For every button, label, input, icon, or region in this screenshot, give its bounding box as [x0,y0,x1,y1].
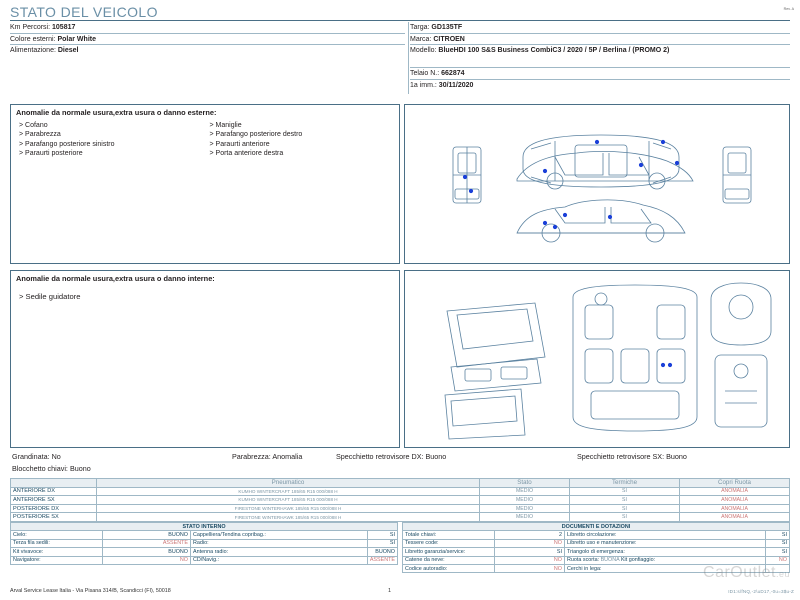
data-row: Targa: GD135TF [410,22,790,34]
table-row: ANTERIORE DX KUMHO WINTERCRAFT 185/65 R15 000/088 H MEDIO SI ANOMALIA [11,487,790,496]
internal-anomalies-list [11,283,399,302]
internal-anomalies-box [10,270,400,448]
external-anomalies-box [10,104,400,264]
list-item: > Parabrezza [19,131,61,139]
data-row: Km Percorsi: 105817 [10,22,405,34]
interior-diagram-svg [405,271,790,448]
data-row: Alimentazione: Diesel [10,47,79,54]
revision-note: Rev. A [783,7,794,11]
list-item: > Sedile guidatore [19,292,81,301]
condition-mirror-sx: Specchietto retrovisore SX: Buono [577,452,687,461]
watermark: CarOutlet.eu [703,564,790,581]
vertical-divider [408,22,409,94]
tyres-table [10,478,790,522]
footer-company: Arval Service Lease Italia - Via Pisana 314/B, Scandicci (FI), 50018 [10,588,171,594]
data-row: 1a imm.: 30/11/2020 [410,81,474,89]
table-header-row [11,479,790,488]
table-row: POSTERIORE DX FIRESTONE WINTERHAWK 185/65 R15 000/088 H MEDIO SI ANOMALIA [11,504,790,513]
data-row: Modello: BlueHDI 100 S&S Business CombiC3 / 2020 / 5P / Berlina / (PROMO 2) [410,45,790,68]
table-row: Cielo: BUONO Cappelliera/Tendina copribag.: SI [11,531,398,539]
exterior-diagram-svg [405,105,790,264]
external-anomalies-list [11,117,399,159]
external-anomalies-heading: Anomalie da normale usura,extra usura o danno esterne: [16,108,217,117]
tyre-col-copriruota: Copri Ruota [680,479,790,488]
tyre-col-pneumatico: Pneumatico [97,479,480,488]
data-row: Colore esterni: Polar White [10,34,405,46]
data-row: Marca: CITROEN [410,34,790,46]
table-header-row [403,523,790,531]
data-row: Telaio N.: 662874 [410,68,790,80]
table-row: POSTERIORE SX FIRESTONE WINTERHAWK 185/65 R15 000/088 H MEDIO SI ANOMALIA [11,513,790,522]
table-row: ANTERIORE SX KUMHO WINTERCRAFT 185/65 R15 000/088 H MEDIO SI ANOMALIA [11,496,790,505]
exterior-damage-diagram [404,104,790,264]
documents-title: DOCUMENTI E DOTAZIONI [403,523,790,531]
condition-blocchetto: Blocchetto chiavi: Buono [12,464,91,473]
tyre-col-stato: Stato [480,479,570,488]
internal-anomalies-heading: Anomalie da normale usura,extra usura o danno interne: [16,274,215,283]
footer-page-number: 1 [388,588,392,594]
table-row: Kit vivavoce: BUONO Antenna radio: BUONO [11,548,398,556]
list-item: > Parafango posteriore destro [209,131,303,139]
list-item: > Parafango posteriore sinistro [19,140,115,148]
footer-doc-id: ID1:s/fNQ,-2\uD17,-0u=3$u-Z [728,589,794,594]
table-row: Totale chiavi: 2 Libretto circolazione: SI [403,531,790,539]
vehicle-data-block [10,22,790,94]
table-row: Libretto garanzia/service: SI Triangolo di emergenza: SI [403,548,790,556]
list-item: > Cofano [19,122,48,129]
table-row: Tessere code: NO Libretto uso e manutenzione: SI [403,539,790,547]
list-item: > Paraurti posteriore [19,150,83,158]
interior-damage-marker-group [661,363,672,367]
interior-state-table [10,522,398,565]
vehicle-data-right [410,22,790,91]
list-item: > Paraurti anteriore [209,140,270,148]
tyre-col-pos [11,479,97,488]
list-item: > Porta anteriore destra [209,150,284,158]
table-row: Codice autoradio: NO Cerchi in lega: [403,564,790,572]
tyre-col-termiche: Termiche [570,479,680,488]
table-row: Terza fila sedili: ASSENTE Radio: SI [11,539,398,547]
condition-parabrezza: Parabrezza: Anomalia [232,452,303,461]
header-rule [10,20,790,21]
interior-state-title: STATO INTERNO [11,523,398,531]
table-row: Catene da neve: NO Ruota scorta: BUONA Kit gonfiaggio: NO [403,556,790,564]
condition-grandinata: Grandinata: No [12,452,61,461]
interior-state-table-wrap [10,522,398,565]
table-header-row [11,523,398,531]
table-row: Navigatore: NO CD/Navig.: ASSENTE [11,556,398,564]
vehicle-data-left [10,22,405,57]
condition-mirror-dx: Specchietto retrovisore DX: Buono [336,452,447,461]
list-item: > Maniglie [209,122,242,129]
interior-damage-diagram [404,270,790,448]
spare-wheel-cell: Ruota scorta: BUONA Kit gonfiaggio: [565,556,766,564]
page-title: STATO DEL VEICOLO [10,4,158,20]
